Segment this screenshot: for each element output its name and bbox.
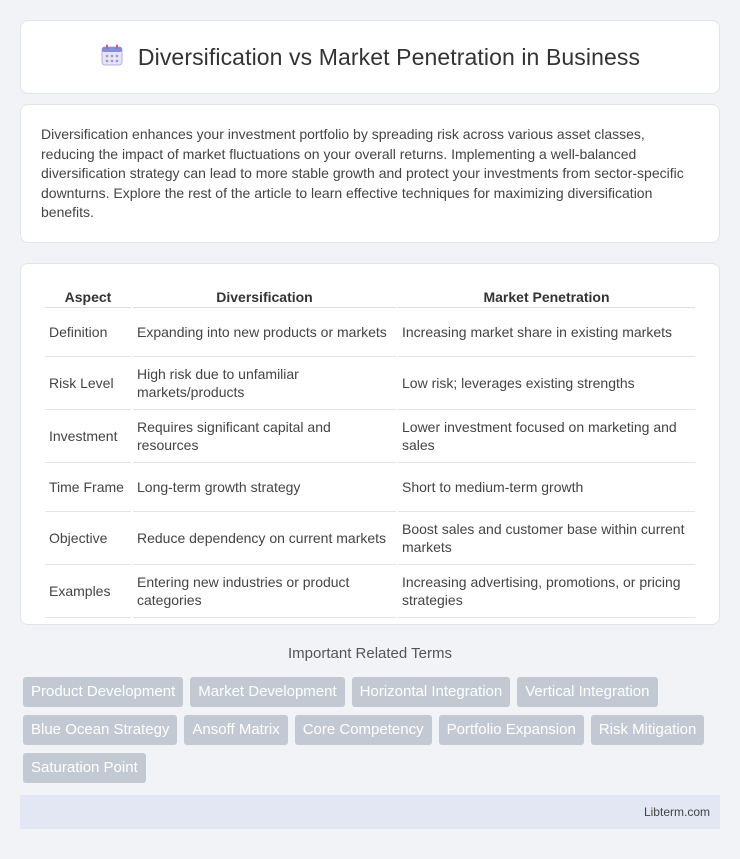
related-terms-tags — [23, 677, 723, 783]
tag-blue-ocean-strategy[interactable]: Blue Ocean Strategy — [23, 715, 177, 745]
comparison-table-card — [20, 263, 720, 625]
aspect-cell: Risk Level — [45, 357, 131, 410]
tag-market-development[interactable]: Market Development — [190, 677, 344, 707]
market-penetration-cell: Increasing market share in existing markets — [398, 308, 695, 357]
header-market-penetration: Market Penetration — [398, 284, 695, 308]
table-row — [45, 565, 695, 618]
aspect-cell: Examples — [45, 565, 131, 618]
title-wrap — [100, 43, 640, 72]
header-diversification: Diversification — [133, 284, 396, 308]
calendar-icon — [100, 43, 124, 72]
tag-core-competency[interactable]: Core Competency — [295, 715, 432, 745]
related-terms-title: Important Related Terms — [288, 645, 452, 662]
tag-vertical-integration[interactable]: Vertical Integration — [517, 677, 657, 707]
diversification-cell: Expanding into new products or markets — [133, 308, 396, 357]
aspect-cell: Time Frame — [45, 463, 131, 512]
intro-card — [20, 104, 720, 243]
aspect-cell: Investment — [45, 410, 131, 463]
tag-horizontal-integration[interactable]: Horizontal Integration — [352, 677, 511, 707]
diversification-cell: Entering new industries or product categories — [133, 565, 396, 618]
table-row — [45, 410, 695, 463]
table-header-row — [45, 284, 695, 308]
tag-saturation-point[interactable]: Saturation Point — [23, 753, 146, 783]
tag-risk-mitigation[interactable]: Risk Mitigation — [591, 715, 705, 745]
diversification-cell: Reduce dependency on current markets — [133, 512, 396, 565]
market-penetration-cell: Low risk; leverages existing strengths — [398, 357, 695, 410]
table-row — [45, 308, 695, 357]
intro-text: Diversification enhances your investment portfolio by spreading risk across various asset classes, reducing the impact of market fluctuations on your overall returns. Implementing a well-balanced diversification strategy can lead to more stable growth and protect your investments from sector-specific downturns. Explore the rest of the article to learn effective techniques for maximizing diversification benefits. — [41, 126, 684, 220]
tag-ansoff-matrix[interactable]: Ansoff Matrix — [184, 715, 287, 745]
aspect-cell: Definition — [45, 308, 131, 357]
diversification-cell: Long-term growth strategy — [133, 463, 396, 512]
market-penetration-cell: Boost sales and customer base within current markets — [398, 512, 695, 565]
footer-brand[interactable]: Libterm.com — [643, 805, 710, 819]
diversification-cell: Requires significant capital and resources — [133, 410, 396, 463]
table-row — [45, 463, 695, 512]
aspect-cell: Objective — [45, 512, 131, 565]
tag-product-development[interactable]: Product Development — [23, 677, 183, 707]
diversification-cell: High risk due to unfamiliar markets/products — [133, 357, 396, 410]
table-row — [45, 512, 695, 565]
comparison-table — [43, 284, 697, 618]
tag-portfolio-expansion[interactable]: Portfolio Expansion — [439, 715, 584, 745]
market-penetration-cell: Short to medium-term growth — [398, 463, 695, 512]
page-title: Diversification vs Market Penetration in Business — [137, 43, 641, 70]
header-card — [20, 20, 720, 94]
header-aspect: Aspect — [45, 284, 131, 308]
market-penetration-cell: Lower investment focused on marketing and sales — [398, 410, 695, 463]
table-row — [45, 357, 695, 410]
market-penetration-cell: Increasing advertising, promotions, or pricing strategies — [398, 565, 695, 618]
footer — [20, 795, 720, 829]
